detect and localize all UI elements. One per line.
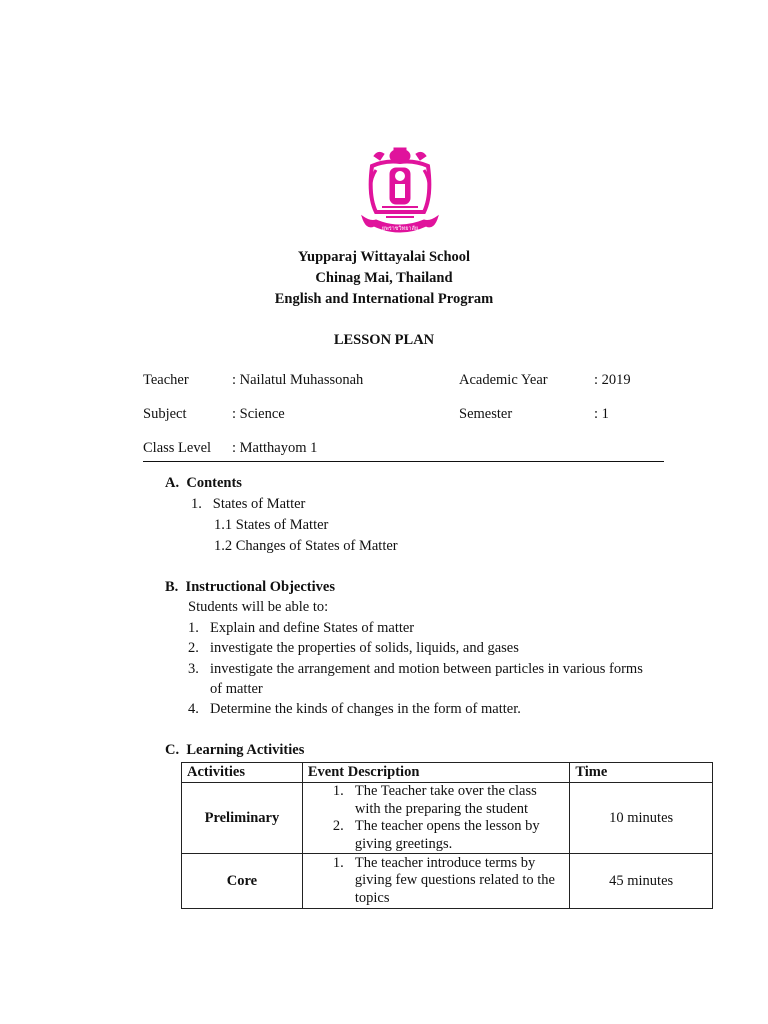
info-row-class — [143, 440, 683, 460]
school-logo — [358, 146, 442, 240]
event-line: giving greetings. — [354, 835, 453, 852]
objective-text: investigate the properties of solids, liquids, and gases — [210, 640, 519, 656]
activity-phase: Core — [182, 854, 303, 909]
class-level-value: : Matthayom 1 — [232, 440, 318, 456]
event-number: 1. — [332, 783, 344, 799]
semester-value: : 1 — [594, 406, 609, 422]
contents-item-1: 1. States of Matter — [191, 496, 306, 512]
activity-phase: Preliminary — [182, 783, 303, 854]
header-time: Time — [570, 763, 713, 783]
objective-text: Determine the kinds of changes in the form of matter. — [210, 701, 521, 717]
class-level-label: Class Level — [143, 440, 212, 456]
page-title: LESSON PLAN — [333, 332, 435, 348]
svg-text:ยุพราชวิทยาลัย: ยุพราชวิทยาลัย — [381, 226, 419, 232]
event-item — [303, 855, 569, 908]
subject-label: Subject — [143, 406, 187, 422]
section-c-heading: C. Learning Activities — [165, 742, 305, 758]
learning-activities-table — [181, 762, 713, 909]
section-b-heading: B. Instructional Objectives — [165, 579, 335, 595]
activity-time: 45 minutes — [570, 854, 713, 909]
objective-number: 2. — [188, 640, 199, 656]
teacher-label: Teacher — [143, 372, 189, 388]
objectives-intro: Students will be able to: — [188, 599, 329, 615]
contents-sub-1: 1.1 States of Matter — [214, 517, 329, 533]
academic-year-label: Academic Year — [459, 372, 548, 388]
table-row — [182, 783, 713, 854]
objective-text: of matter — [210, 681, 263, 697]
header-divider — [143, 461, 664, 462]
activity-time: 10 minutes — [570, 783, 713, 854]
objective-text: Explain and define States of matter — [210, 620, 415, 636]
event-line: The teacher introduce terms by — [354, 854, 536, 871]
header-activities: Activities — [182, 763, 303, 783]
school-name: Yupparaj Wittayalai School — [297, 249, 471, 265]
event-line: The teacher opens the lesson by — [354, 818, 540, 834]
objective-text: investigate the arrangement and motion between particles in various forms — [210, 661, 643, 677]
objective-number: 1. — [188, 620, 199, 636]
school-location: Chinag Mai, Thailand — [315, 270, 453, 286]
event-description — [302, 854, 569, 909]
objective-number: 3. — [188, 661, 199, 677]
table-row — [182, 854, 713, 909]
academic-year-value: : 2019 — [594, 372, 631, 388]
event-item — [303, 783, 569, 818]
table-header-row — [182, 763, 713, 783]
info-row-subject — [143, 406, 683, 426]
event-item — [303, 818, 569, 853]
teacher-value: : Nailatul Muhassonah — [232, 372, 364, 388]
event-line: topics — [354, 889, 390, 906]
objective-number: 4. — [188, 701, 199, 717]
event-number: 2. — [332, 818, 344, 834]
event-line: The Teacher take over the class — [354, 783, 537, 799]
event-line: giving few questions related to the — [354, 872, 555, 889]
section-a-heading: A. Contents — [165, 475, 242, 491]
event-description — [302, 783, 569, 854]
semester-label: Semester — [459, 406, 513, 422]
program-name: English and International Program — [274, 291, 494, 307]
header-event-description: Event Description — [302, 763, 569, 783]
contents-sub-2: 1.2 Changes of States of Matter — [214, 538, 398, 554]
subject-value: : Science — [232, 406, 285, 422]
event-number: 1. — [332, 854, 344, 871]
event-line: with the preparing the student — [354, 800, 528, 817]
info-row-teacher — [143, 372, 683, 392]
